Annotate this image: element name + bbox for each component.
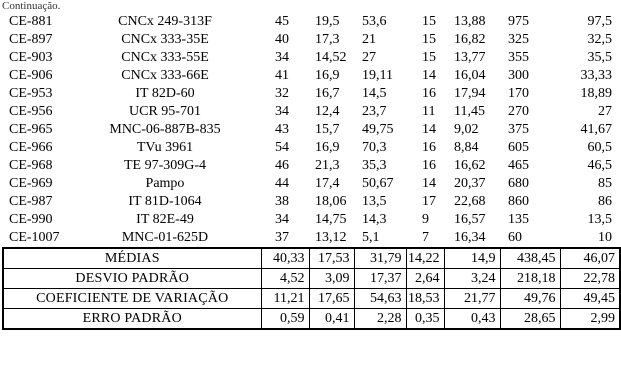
- value-cell: 86: [598, 194, 612, 209]
- stat-row: [3, 309, 620, 330]
- value-cell: 16,34: [454, 230, 486, 245]
- stat-value: 40,33: [261, 248, 309, 269]
- table-row: [3, 31, 620, 49]
- value-cell: 375: [508, 122, 529, 137]
- value-cell: 170: [508, 86, 529, 101]
- value-cell: 17,4: [315, 176, 340, 191]
- genotype-name: TE 97-309G-4: [123, 158, 207, 173]
- value-cell: 12,4: [315, 104, 340, 119]
- value-cell: 21,3: [315, 158, 340, 173]
- value-cell: 44: [275, 176, 289, 191]
- value-cell: 41: [275, 68, 289, 83]
- value-cell: 15: [422, 14, 436, 29]
- value-cell: 53,6: [362, 14, 387, 29]
- value-cell: 10: [598, 230, 612, 245]
- stat-row: [3, 248, 620, 269]
- stat-label: DESVIO PADRÃO: [3, 269, 261, 289]
- data-table: [2, 13, 621, 330]
- value-cell: 27: [598, 104, 612, 119]
- value-cell: 32,5: [587, 32, 612, 47]
- value-cell: 975: [508, 14, 529, 29]
- value-cell: 16: [422, 140, 436, 155]
- value-cell: 27: [362, 50, 376, 65]
- stat-value: 218,18: [500, 269, 560, 289]
- accession-id: CE-990: [9, 212, 53, 227]
- stat-label: COEFICIENTE DE VARIAÇÃO: [3, 289, 261, 309]
- value-cell: 11,45: [454, 104, 485, 119]
- value-cell: 15,7: [315, 122, 340, 137]
- value-cell: 35,5: [587, 50, 612, 65]
- genotype-name: MNC-06-887B-835: [109, 122, 221, 137]
- genotype-name: IT 82E-49: [136, 212, 194, 227]
- stat-value: 2,28: [354, 309, 406, 330]
- value-cell: 34: [275, 104, 289, 119]
- value-cell: 41,67: [580, 122, 612, 137]
- value-cell: 14: [422, 68, 436, 83]
- value-cell: 16,57: [454, 212, 486, 227]
- accession-id: CE-903: [9, 50, 53, 65]
- value-cell: 35,3: [362, 158, 387, 173]
- value-cell: 17: [422, 194, 436, 209]
- table-row: [3, 121, 620, 139]
- genotype-name: TVu 3961: [136, 140, 194, 155]
- value-cell: 16,82: [454, 32, 486, 47]
- value-cell: 18,06: [315, 194, 347, 209]
- table-row: [3, 139, 620, 157]
- genotype-name: MNC-01-625D: [121, 230, 209, 245]
- stat-row: [3, 289, 620, 309]
- value-cell: 14,75: [315, 212, 347, 227]
- value-cell: 50,67: [362, 176, 394, 191]
- value-cell: 40: [275, 32, 289, 47]
- value-cell: 97,5: [587, 14, 612, 29]
- value-cell: 19,11: [362, 68, 393, 83]
- value-cell: 15: [422, 32, 436, 47]
- value-cell: 9: [422, 212, 429, 227]
- stat-value: 438,45: [500, 248, 560, 269]
- value-cell: 13,5: [587, 212, 612, 227]
- stat-value: 18,53: [406, 289, 444, 309]
- value-cell: 16,62: [454, 158, 486, 173]
- stat-value: 17,65: [309, 289, 354, 309]
- value-cell: 14,52: [315, 50, 347, 65]
- stat-value: 0,41: [309, 309, 354, 330]
- value-cell: 14,5: [362, 86, 387, 101]
- value-cell: 70,3: [362, 140, 387, 155]
- stat-value: 17,37: [354, 269, 406, 289]
- accession-id: CE-968: [9, 158, 53, 173]
- value-cell: 17,3: [315, 32, 340, 47]
- stat-value: 31,79: [354, 248, 406, 269]
- value-cell: 680: [508, 176, 529, 191]
- table-row: [3, 67, 620, 85]
- stat-value: 49,45: [560, 289, 620, 309]
- accession-id: CE-965: [9, 122, 53, 137]
- value-cell: 13,12: [315, 230, 347, 245]
- value-cell: 45: [275, 14, 289, 29]
- value-cell: 38: [275, 194, 289, 209]
- accession-id: CE-987: [9, 194, 53, 209]
- value-cell: 14: [422, 176, 436, 191]
- value-cell: 11: [422, 104, 436, 119]
- accession-id: CE-1007: [9, 230, 60, 245]
- value-cell: 34: [275, 50, 289, 65]
- table-row: [3, 85, 620, 103]
- value-cell: 14: [422, 122, 436, 137]
- value-cell: 43: [275, 122, 289, 137]
- value-cell: 18,89: [580, 86, 612, 101]
- value-cell: 16,7: [315, 86, 340, 101]
- value-cell: 15: [422, 50, 436, 65]
- value-cell: 355: [508, 50, 529, 65]
- value-cell: 135: [508, 212, 529, 227]
- value-cell: 5,1: [362, 230, 380, 245]
- value-cell: 13,5: [362, 194, 387, 209]
- value-cell: 860: [508, 194, 529, 209]
- value-cell: 13,77: [454, 50, 486, 65]
- value-cell: 33,33: [580, 68, 612, 83]
- table-row: [3, 211, 620, 229]
- value-cell: 37: [275, 230, 289, 245]
- value-cell: 270: [508, 104, 529, 119]
- stat-value: 17,53: [309, 248, 354, 269]
- value-cell: 300: [508, 68, 529, 83]
- value-cell: 16: [422, 158, 436, 173]
- table-row: [3, 193, 620, 211]
- value-cell: 21: [362, 32, 376, 47]
- genotype-name: CNCx 333-66E: [121, 68, 209, 83]
- stat-value: 3,24: [444, 269, 500, 289]
- value-cell: 60,5: [587, 140, 612, 155]
- table-row: [3, 157, 620, 175]
- accession-id: CE-897: [9, 32, 53, 47]
- value-cell: 32: [275, 86, 289, 101]
- genotype-name: CNCx 333-55E: [121, 50, 209, 65]
- stat-value: 28,65: [500, 309, 560, 330]
- table-row: [3, 49, 620, 67]
- value-cell: 16,9: [315, 68, 340, 83]
- stat-value: 2,99: [560, 309, 620, 330]
- genotype-name: UCR 95-701: [129, 104, 201, 119]
- genotype-name: Pampo: [145, 176, 185, 191]
- value-cell: 85: [598, 176, 612, 191]
- value-cell: 23,7: [362, 104, 387, 119]
- genotype-name: IT 81D-1064: [128, 194, 202, 209]
- value-cell: 34: [275, 212, 289, 227]
- accession-id: CE-906: [9, 68, 53, 83]
- value-cell: 22,68: [454, 194, 486, 209]
- stat-label: MÉDIAS: [3, 248, 261, 269]
- value-cell: 19,5: [315, 14, 340, 29]
- value-cell: 465: [508, 158, 529, 173]
- accession-id: CE-966: [9, 140, 53, 155]
- value-cell: 20,37: [454, 176, 486, 191]
- table-row: [3, 175, 620, 193]
- stat-value: 0,59: [261, 309, 309, 330]
- table-row: [3, 229, 620, 248]
- continuation-caption: Continuação.: [2, 0, 61, 12]
- genotype-name: IT 82D-60: [135, 86, 195, 101]
- stat-value: 49,76: [500, 289, 560, 309]
- stat-value: 46,07: [560, 248, 620, 269]
- accession-id: CE-881: [9, 14, 53, 29]
- stat-value: 4,52: [261, 269, 309, 289]
- stat-value: 0,43: [444, 309, 500, 330]
- stat-value: 0,35: [406, 309, 444, 330]
- value-cell: 16,04: [454, 68, 486, 83]
- table-body: [3, 13, 620, 329]
- stat-value: 21,77: [444, 289, 500, 309]
- value-cell: 17,94: [454, 86, 486, 101]
- stat-value: 54,63: [354, 289, 406, 309]
- value-cell: 16: [422, 86, 436, 101]
- accession-id: CE-969: [9, 176, 53, 191]
- genotype-name: CNCx 333-35E: [121, 32, 209, 47]
- stat-value: 3,09: [309, 269, 354, 289]
- stat-value: 11,21: [261, 289, 309, 309]
- accession-id: CE-953: [9, 86, 53, 101]
- value-cell: 49,75: [362, 122, 394, 137]
- table-row: [3, 13, 620, 31]
- table-row: [3, 103, 620, 121]
- value-cell: 9,02: [454, 122, 479, 137]
- stat-value: 14,9: [444, 248, 500, 269]
- value-cell: 54: [275, 140, 289, 155]
- value-cell: 46,5: [587, 158, 612, 173]
- accession-id: CE-956: [9, 104, 53, 119]
- value-cell: 7: [422, 230, 429, 245]
- value-cell: 325: [508, 32, 529, 47]
- value-cell: 46: [275, 158, 289, 173]
- stat-value: 14,22: [406, 248, 444, 269]
- value-cell: 14,3: [362, 212, 387, 227]
- stat-label: ERRO PADRÃO: [3, 309, 261, 330]
- genotype-name: CNCx 249-313F: [118, 14, 212, 29]
- value-cell: 8,84: [454, 140, 479, 155]
- value-cell: 60: [508, 230, 522, 245]
- stat-value: 2,64: [406, 269, 444, 289]
- stat-value: 22,78: [560, 269, 620, 289]
- value-cell: 13,88: [454, 14, 486, 29]
- stat-row: [3, 269, 620, 289]
- value-cell: 605: [508, 140, 529, 155]
- value-cell: 16,9: [315, 140, 340, 155]
